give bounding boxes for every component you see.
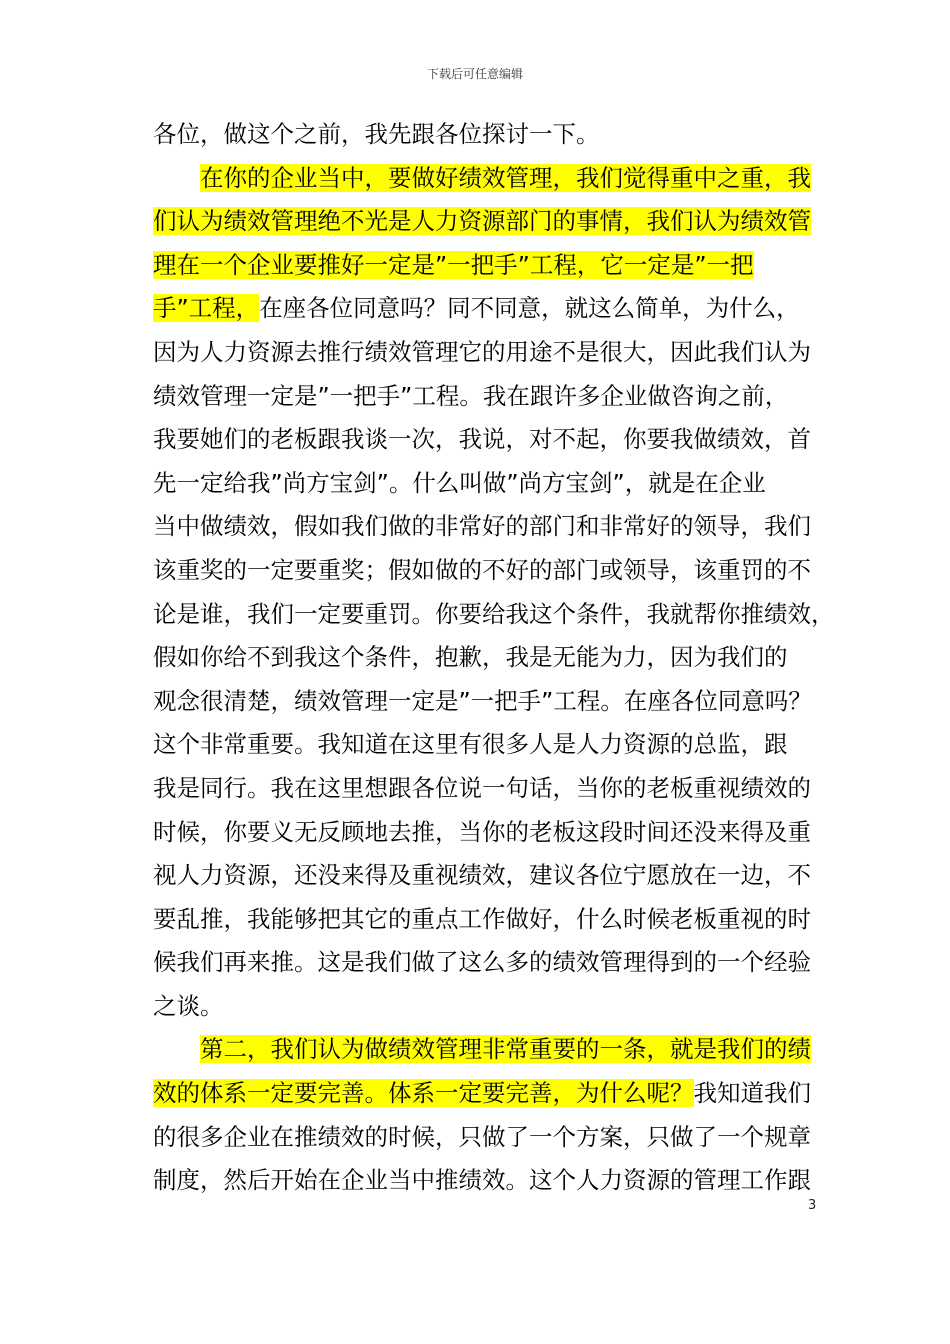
text-line <box>153 767 813 811</box>
text-segment: 我是同行。我在这里想跟各位说一句话，当你的老板重视绩效的 <box>153 773 811 802</box>
text-segment: 因为人力资源去推行绩效管理它的用途不是很大，因此我们认为 <box>153 337 811 366</box>
text-segment: 各位，做这个之前，我先跟各位探讨一下。 <box>153 120 600 148</box>
text-line <box>153 549 813 593</box>
text-line <box>153 1159 813 1203</box>
text-segment: 视人力资源，还没来得及重视绩效，建议各位宁愿放在一边，不 <box>153 861 811 890</box>
text-segment <box>153 1035 200 1063</box>
text-line <box>153 1028 813 1072</box>
text-line <box>153 375 813 419</box>
text-segment: 我知道我们 <box>693 1079 811 1108</box>
text-line <box>153 462 813 506</box>
text-line <box>153 1116 813 1160</box>
page-number: 3 <box>808 1198 817 1213</box>
highlighted-text: 们认为绩效管理绝不光是人力资源部门的事情，我们认为绩效管 <box>153 207 811 236</box>
highlighted-text: 手”工程， <box>153 294 260 323</box>
text-line <box>153 113 813 157</box>
text-line <box>153 985 813 1029</box>
text-line <box>153 680 813 724</box>
text-line <box>153 157 813 201</box>
text-segment: 绩效管理一定是”一把手”工程。我在跟许多企业做咨询之前， <box>153 381 789 410</box>
text-segment: 的很多企业在推绩效的时候，只做了一个方案，只做了一个规章 <box>153 1122 811 1151</box>
highlighted-text: 在你的企业当中，要做好绩效管理，我们觉得重中之重，我 <box>200 163 811 192</box>
text-segment: 论是谁，我们一定要重罚。你要给我这个条件，我就帮你推绩效， <box>153 599 835 628</box>
text-segment: 该重奖的一定要重奖；假如做的不好的部门或领导，该重罚的不 <box>153 555 811 584</box>
highlighted-text: 理在一个企业要推好一定是”一把手”工程，它一定是”一把 <box>153 250 754 279</box>
text-line <box>153 200 813 244</box>
page-header: 下载后可任意编辑 <box>426 67 523 81</box>
text-line <box>153 331 813 375</box>
text-segment: 当中做绩效，假如我们做的非常好的部门和非常好的领导，我们 <box>153 512 811 541</box>
text-segment: 假如你给不到我这个条件，抱歉，我是无能为力，因为我们的 <box>153 643 788 672</box>
text-segment: 制度，然后开始在企业当中推绩效。这个人力资源的管理工作跟 <box>153 1166 811 1195</box>
text-segment: 之谈。 <box>153 991 224 1020</box>
text-line <box>153 244 813 288</box>
text-segment: 在座各位同意吗？同不同意，就这么简单，为什么， <box>259 294 800 323</box>
text-line <box>153 505 813 549</box>
text-line <box>153 636 813 680</box>
text-segment: 观念很清楚，绩效管理一定是”一把手”工程。在座各位同意吗？ <box>153 686 812 715</box>
text-line <box>153 898 813 942</box>
text-line <box>153 418 813 462</box>
text-segment: 我要她们的老板跟我谈一次，我说，对不起，你要我做绩效，首 <box>153 425 811 454</box>
highlighted-text: 第二，我们认为做绩效管理非常重要的一条，就是我们的绩 <box>200 1035 811 1064</box>
text-segment: 候我们再来推。这是我们做了这么多的绩效管理得到的一个经验 <box>153 948 811 977</box>
text-line <box>153 1072 813 1116</box>
text-segment: 这个非常重要。我知道在这里有很多人是人力资源的总监，跟 <box>153 730 788 759</box>
highlighted-text: 效的体系一定要完善。体系一定要完善，为什么呢？ <box>153 1079 694 1108</box>
text-line <box>153 723 813 767</box>
text-line <box>153 287 813 331</box>
text-segment: 时候，你要义无反顾地去推，当你的老板这段时间还没来得及重 <box>153 817 811 846</box>
text-line <box>153 941 813 985</box>
text-segment: 要乱推，我能够把其它的重点工作做好，什么时候老板重视的时 <box>153 904 811 933</box>
text-segment: 先一定给我”尚方宝剑”。什么叫做”尚方宝剑”，就是在企业 <box>153 468 766 497</box>
body-text <box>153 113 835 1203</box>
text-line <box>153 854 813 898</box>
text-line <box>153 593 835 637</box>
text-segment <box>153 164 200 192</box>
text-line <box>153 811 813 855</box>
